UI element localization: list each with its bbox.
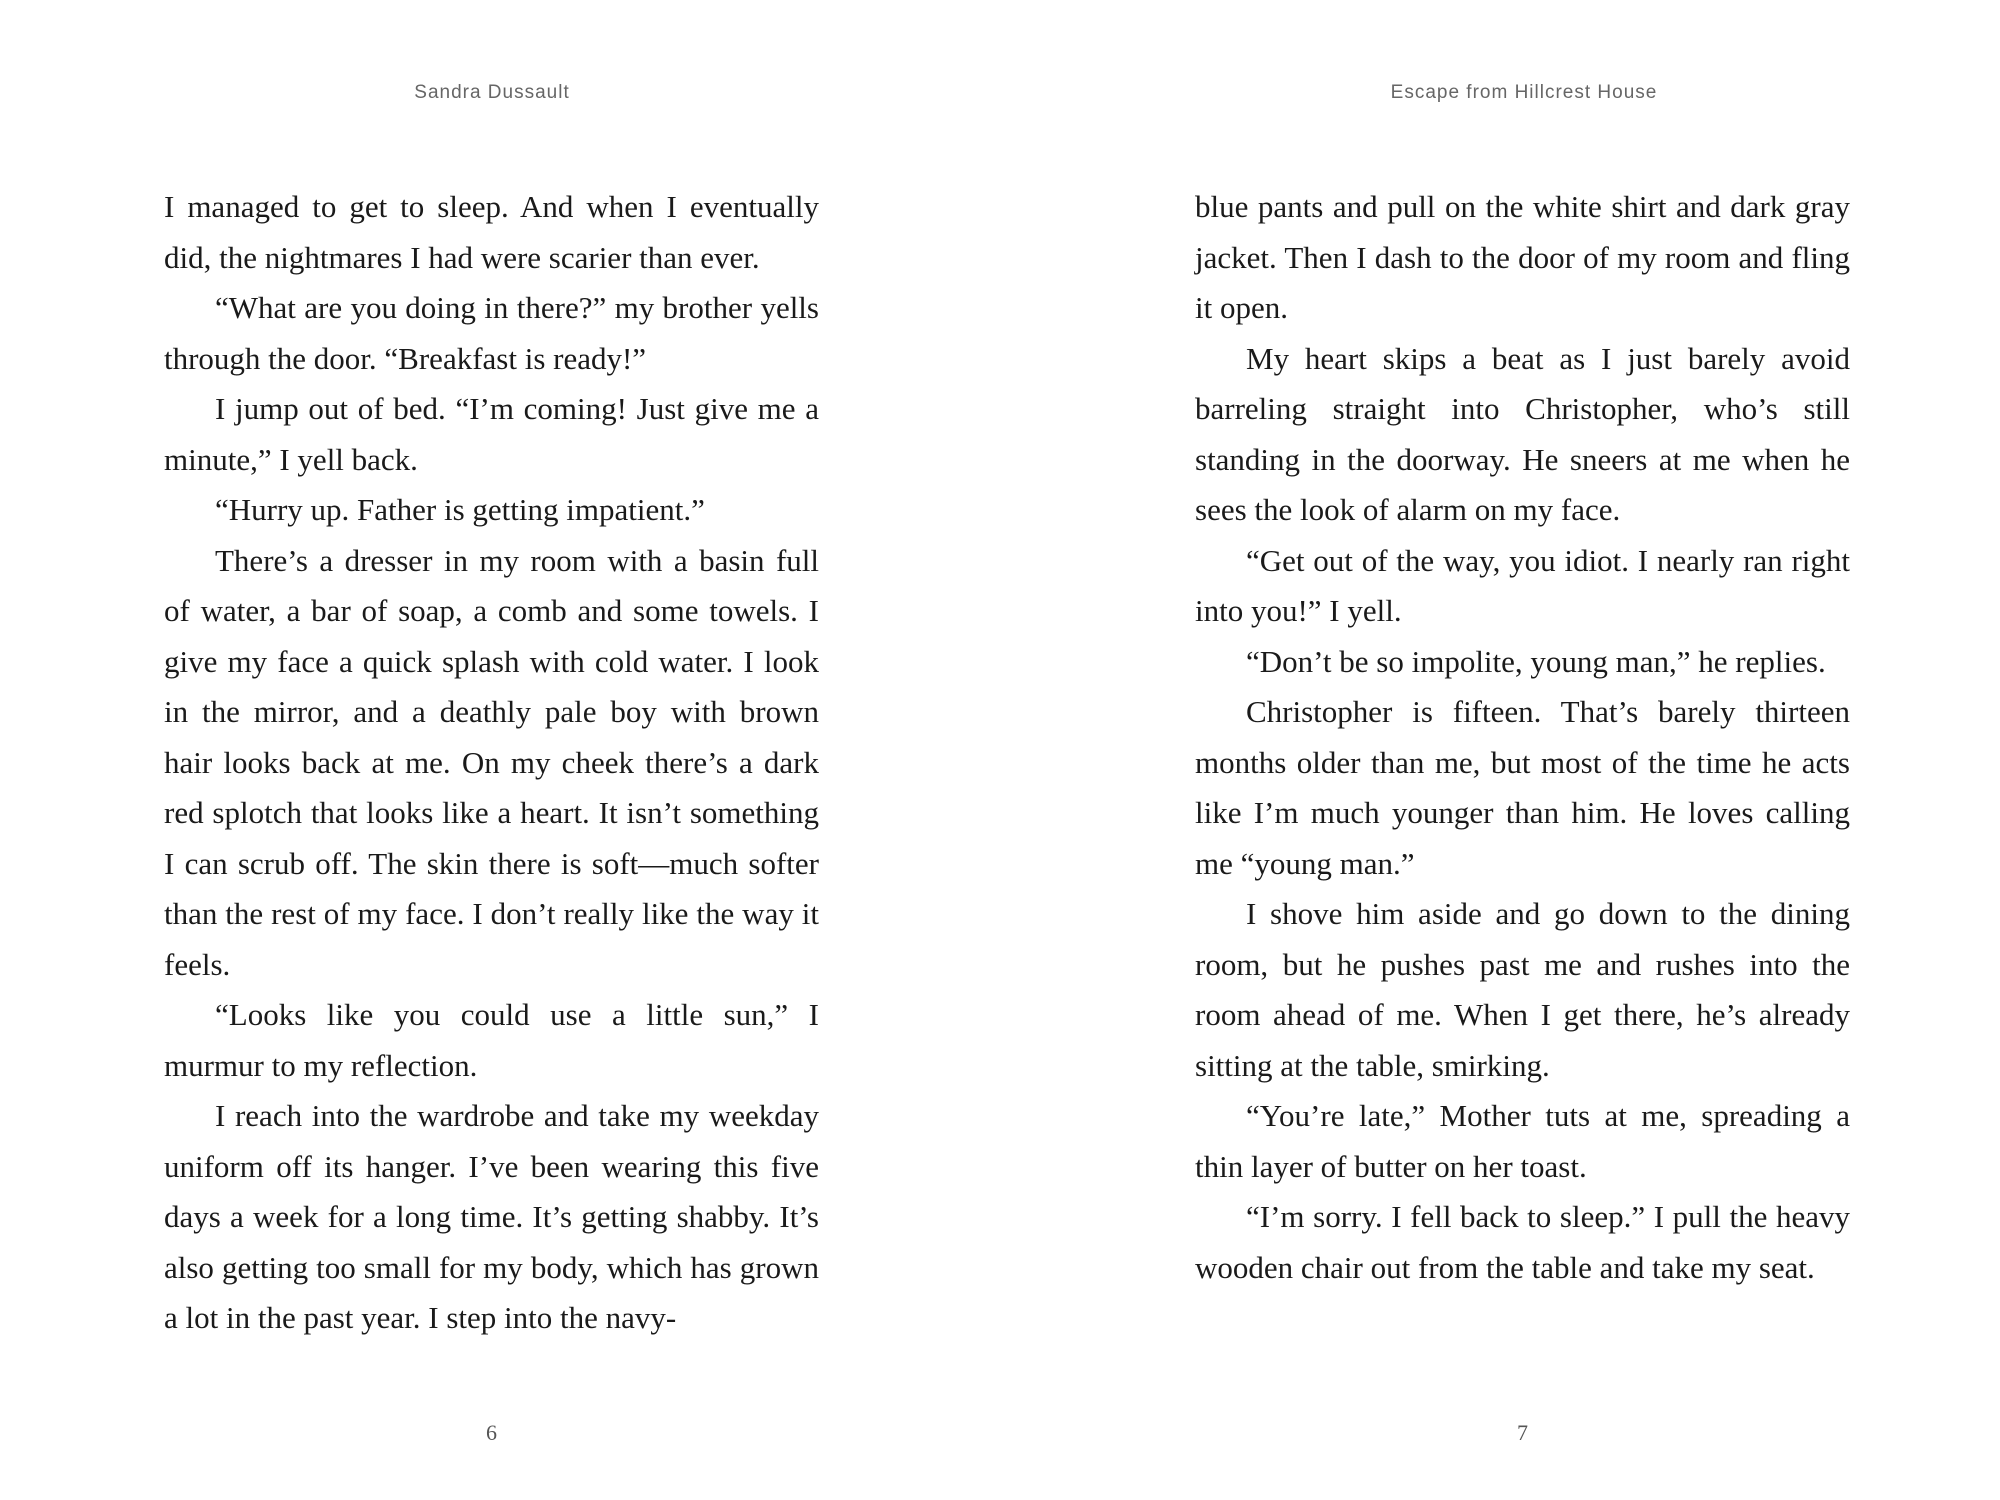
paragraph: Christopher is fifteen. That’s barely thirteen months older than me, but most of the time he acts like I’m much younger than him. He loves calling me “young man.” (1195, 694, 1850, 881)
right-page-body (1195, 182, 1850, 1293)
paragraph: There’s a dresser in my room with a basin full of water, a bar of soap, a comb and some towels. I give my face a quick splash with cold water. I look in the mirror, and a deathly pale boy with brown hair looks back at me. On my cheek there’s a dark red splotch that looks like a heart. It isn’t something I can scrub off. The skin there is soft—much softer than the rest of my face. I don’t really like the way it feels. (164, 542, 819, 982)
running-head-author: Sandra Dussault (414, 82, 570, 103)
paragraph: “I’m sorry. I fell back to sleep.” I pull the heavy wooden chair out from the table and take my seat. (1195, 1199, 1850, 1285)
paragraph: “You’re late,” Mother tuts at me, spreading a thin layer of butter on her toast. (1195, 1098, 1850, 1184)
paragraph: “Hurry up. Father is getting impatient.” (215, 492, 705, 527)
paragraph: blue pants and pull on the white shirt and dark gray jacket. Then I dash to the door of my room and fling it open. (1195, 189, 1850, 325)
paragraph: I shove him aside and go down to the dining room, but he pushes past me and rushes into the room ahead of me. When I get there, he’s already sitting at the table, smirking. (1195, 896, 1850, 1083)
paragraph: My heart skips a beat as I just barely avoid barreling straight into Christopher, who’s still standing in the doorway. He sneers at me when he sees the look of alarm on my face. (1195, 340, 1850, 527)
paragraph: I jump out of bed. “I’m coming! Just give me a minute,” I yell back. (164, 391, 819, 477)
paragraph: “Get out of the way, you idiot. I nearly ran right into you!” I yell. (1195, 542, 1850, 628)
paragraph: I managed to get to sleep. And when I eventually did, the nightmares I had were scarier than ever. (164, 189, 819, 275)
running-head-title: Escape from Hillcrest House (1390, 82, 1658, 103)
paragraph: “Looks like you could use a little sun,” I murmur to my reflection. (164, 997, 819, 1083)
paragraph: “What are you doing in there?” my brother yells through the door. “Breakfast is ready!” (164, 290, 819, 376)
page-number-right: 7 (1517, 1420, 1528, 1445)
paragraph: I reach into the wardrobe and take my weekday uniform off its hanger. I’ve been wearing this five days a week for a long time. It’s getting shabby. It’s also getting too small for my body, which has grown a lot in the past year. I step into the navy- (164, 1098, 819, 1335)
page-number-left: 6 (486, 1420, 497, 1445)
right-page (1000, 0, 2000, 1500)
paragraph: “Don’t be so impolite, young man,” he replies. (1246, 643, 1826, 679)
left-page-body (164, 182, 819, 1344)
